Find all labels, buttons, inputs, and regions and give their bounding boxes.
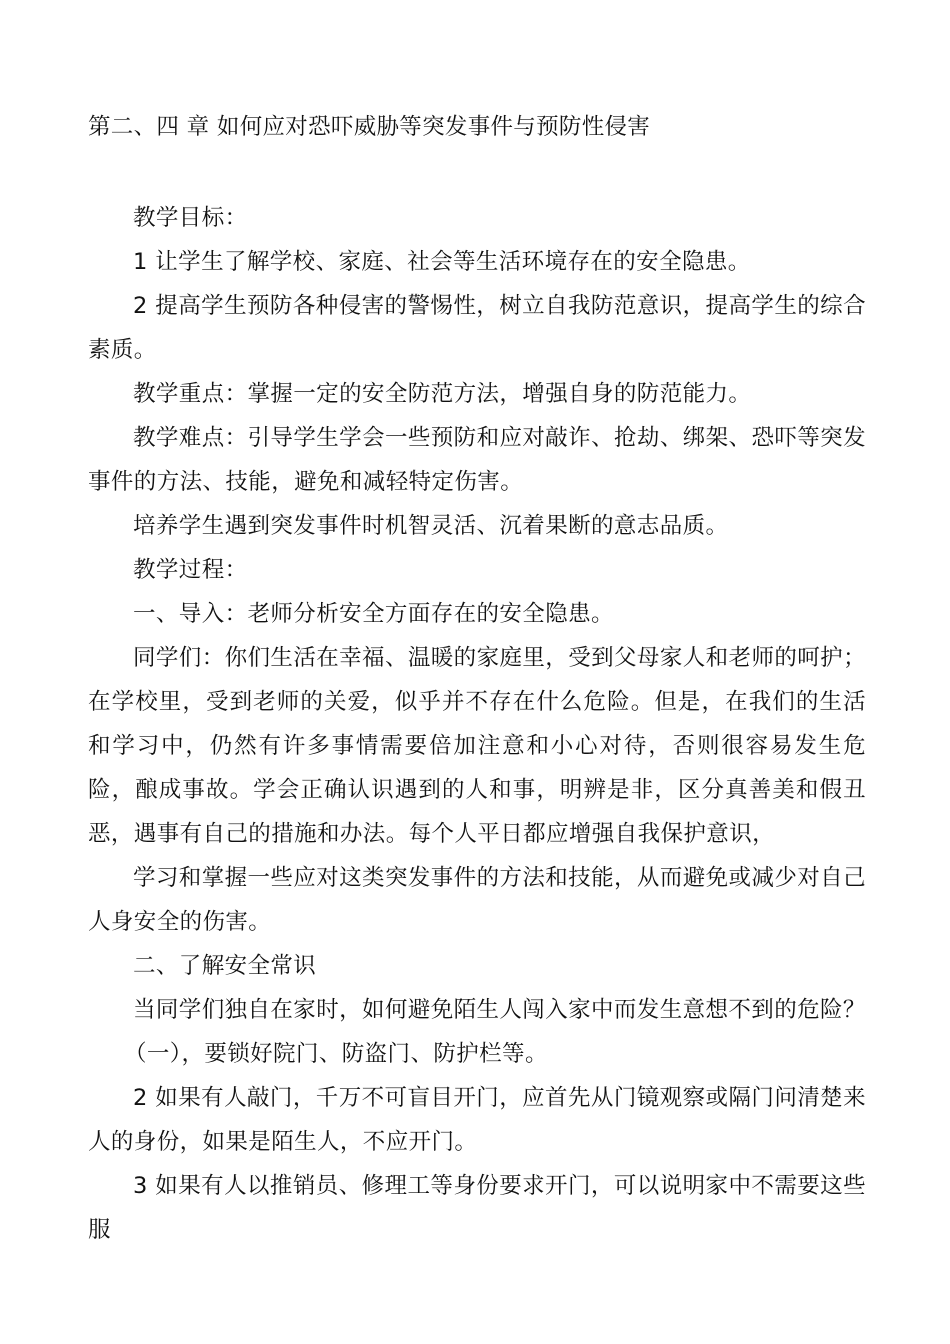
document-body bbox=[88, 196, 866, 1252]
paragraph-objective-1: 1 让学生了解学校、家庭、社会等生活环境存在的安全隐患。 bbox=[133, 249, 751, 275]
paragraph-item-1: （一），要锁好院门、防盗门、防护栏等。 bbox=[124, 1041, 548, 1067]
paragraph-key-points: 教学重点：掌握一定的安全防范方法，增强自身的防范能力。 bbox=[133, 381, 752, 407]
paragraph-cultivate: 培养学生遇到突发事件时机智灵活、沉着果断的意志品质。 bbox=[133, 513, 729, 539]
paragraph-section-2-heading: 二、了解安全常识 bbox=[133, 953, 317, 979]
paragraph-item-2: 2 如果有人敲门，千万不可盲目开门，应首先从门镜观察或隔门问清楚来人的身份，如果是陌生人，不应开门。 bbox=[88, 1085, 866, 1155]
paragraph-intro-text: 同学们：你们生活在幸福、温暖的家庭里，受到父母家人和老师的呵护；在学校里，受到老师的关爱，似乎并不存在什么危险。但是，在我们的生活和学习中，仍然有许多事情需要倍加注意和小心对待，否则很容易发生危险，酿成事故。学会正确认识遇到的人和事，明辨是非，区分真善美和假丑恶，遇事有自己的措施和办法。每个人平日都应增强自我保护意识， bbox=[88, 645, 866, 847]
paragraph-difficulties: 教学难点：引导学生学会一些预防和应对敲诈、抢劫、绑架、恐吓等突发事件的方法、技能，避免和减轻特定伤害。 bbox=[88, 425, 866, 495]
paragraph-objective-2: 2 提高学生预防各种侵害的警惕性，树立自我防范意识，提高学生的综合素质。 bbox=[88, 293, 866, 363]
chapter-title: 第二、四 章 如何应对恐吓威胁等突发事件与预防性侵害 bbox=[88, 114, 651, 140]
paragraph-objectives-heading: 教学目标： bbox=[133, 205, 248, 231]
paragraph-process-heading: 教学过程： bbox=[133, 557, 248, 583]
paragraph-section-1-heading: 一、导入：老师分析安全方面存在的安全隐患。 bbox=[133, 601, 614, 627]
paragraph-home-alone-question: 当同学们独自在家时，如何避免陌生人闯入家中而发生意想不到的危险？ bbox=[133, 997, 866, 1023]
paragraph-item-3: 3 如果有人以推销员、修理工等身份要求开门，可以说明家中不需要这些服 bbox=[88, 1173, 866, 1243]
paragraph-learn-skills: 学习和掌握一些应对这类突发事件的方法和技能，从而避免或减少对自己人身安全的伤害。 bbox=[88, 865, 866, 935]
